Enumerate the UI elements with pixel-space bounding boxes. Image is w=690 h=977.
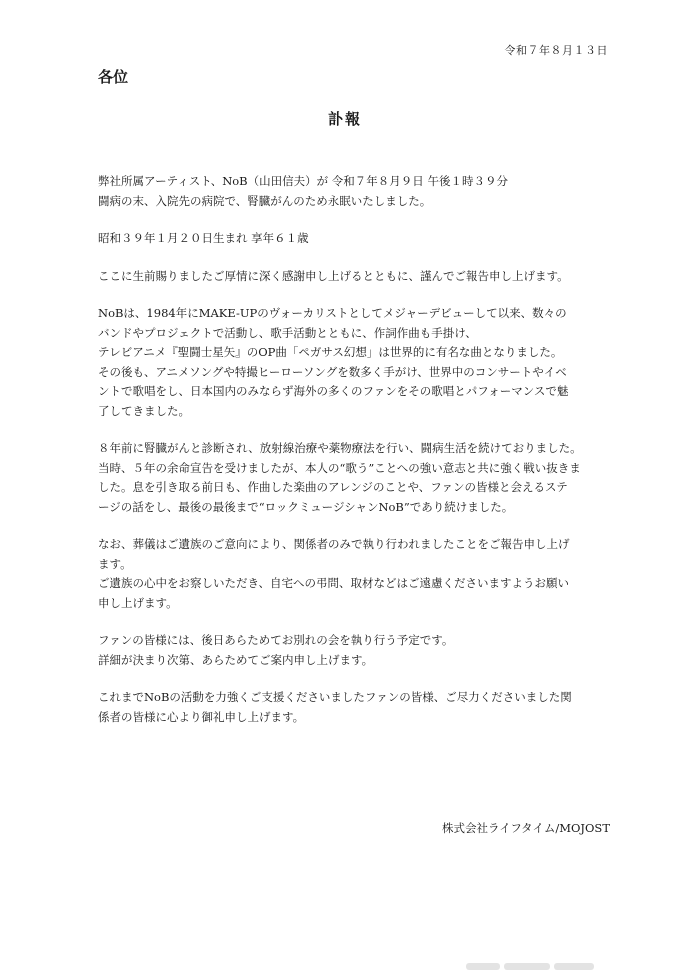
body-line: ントで歌唱をし、日本国内のみならず海外の多くのファンをその歌唱とパフォーマンスで魅 [98,384,569,398]
paragraph-gratitude [98,267,618,287]
paragraph-career [98,304,618,421]
watermark-segment [466,963,500,970]
body-line: 係者の皆様に心より御礼申し上げます。 [98,709,305,724]
watermark-segment [554,963,594,970]
body-line: ージの話をし、最後の最後まで“ロックミュージシャンNoB”であり続けました。 [98,499,514,514]
body-line: ８年前に腎臓がんと診断され、放射線治療や薬物療法を行い、闘病生活を続けておりました。 [98,441,582,455]
body-line: 詳細が決まり次第、あらためてご案内申し上げます。 [98,652,374,667]
body-line: その後も、アニメソングや特撮ヒーローソングを数多く手がけ、世界中のコンサートやイベ [98,364,567,379]
addressee: 各位 [98,68,129,86]
company-signature: 株式会社ライフタイム/MOJOST [442,821,610,835]
watermark-mark [466,960,606,972]
body-line: 闘病の末、入院先の病院で、腎臓がんのため永眠いたしました。 [98,193,432,208]
body-line: 弊社所属アーティスト、NoB（山田信夫）が 令和７年８月９日 午後１時３９分 [98,174,508,188]
body-line: ご遺族の心中をお察しいただき、自宅への弔問、取材などはご遠慮くださいますようお願い [98,576,570,590]
paragraph-funeral [98,535,618,613]
body-line: これまでNoBの活動を力強くご支援くださいましたファンの皆様、ご尽力くださいました関 [98,690,572,704]
body-line: 申し上げます。 [98,595,178,610]
document-body [98,172,618,745]
body-line: 了してきました。 [98,403,190,418]
body-line: ここに生前賜りましたご厚情に深く感謝申し上げるとともに、謹んでご報告申し上げます。 [98,268,569,283]
document-date: 令和７年８月１３日 [504,44,608,57]
paragraph-thanks [98,688,618,727]
body-line: ファンの皆様には、後日あらためてお別れの会を執り行う予定です。 [98,633,454,647]
document-title: 訃報 [327,110,362,128]
body-line: した。息を引き取る前日も、作曲した楽曲のアレンジのことや、ファンの皆様と会えるステ [98,480,568,494]
body-line: ます。 [98,556,132,571]
body-line: 当時、５年の余命宣告を受けましたが、本人の“歌う”ことへの強い意志と共に強く戦い抜きま [98,460,581,475]
paragraph-illness [98,439,618,517]
body-line: バンドやプロジェクトで活動し、歌手活動とともに、作詞作曲も手掛け、 [98,325,477,340]
paragraph-birth [98,229,618,249]
body-line: なお、葬儀はご遺族のご意向により、関係者のみで執り行われましたことをご報告申し上げ [98,537,570,551]
paragraph-announcement [98,172,618,211]
body-line: 昭和３９年１月２０日生まれ 享年６１歳 [98,231,309,245]
body-line: NoBは、1984年にMAKE-UPのヴォーカリストとしてメジャーデビューして以来、数々の [98,306,567,320]
paragraph-farewell-event [98,631,618,670]
watermark-segment [504,963,550,970]
body-line: テレビアニメ『聖闘士星矢』のOP曲「ペガサス幻想」は世界的に有名な曲となりました。 [98,345,563,359]
